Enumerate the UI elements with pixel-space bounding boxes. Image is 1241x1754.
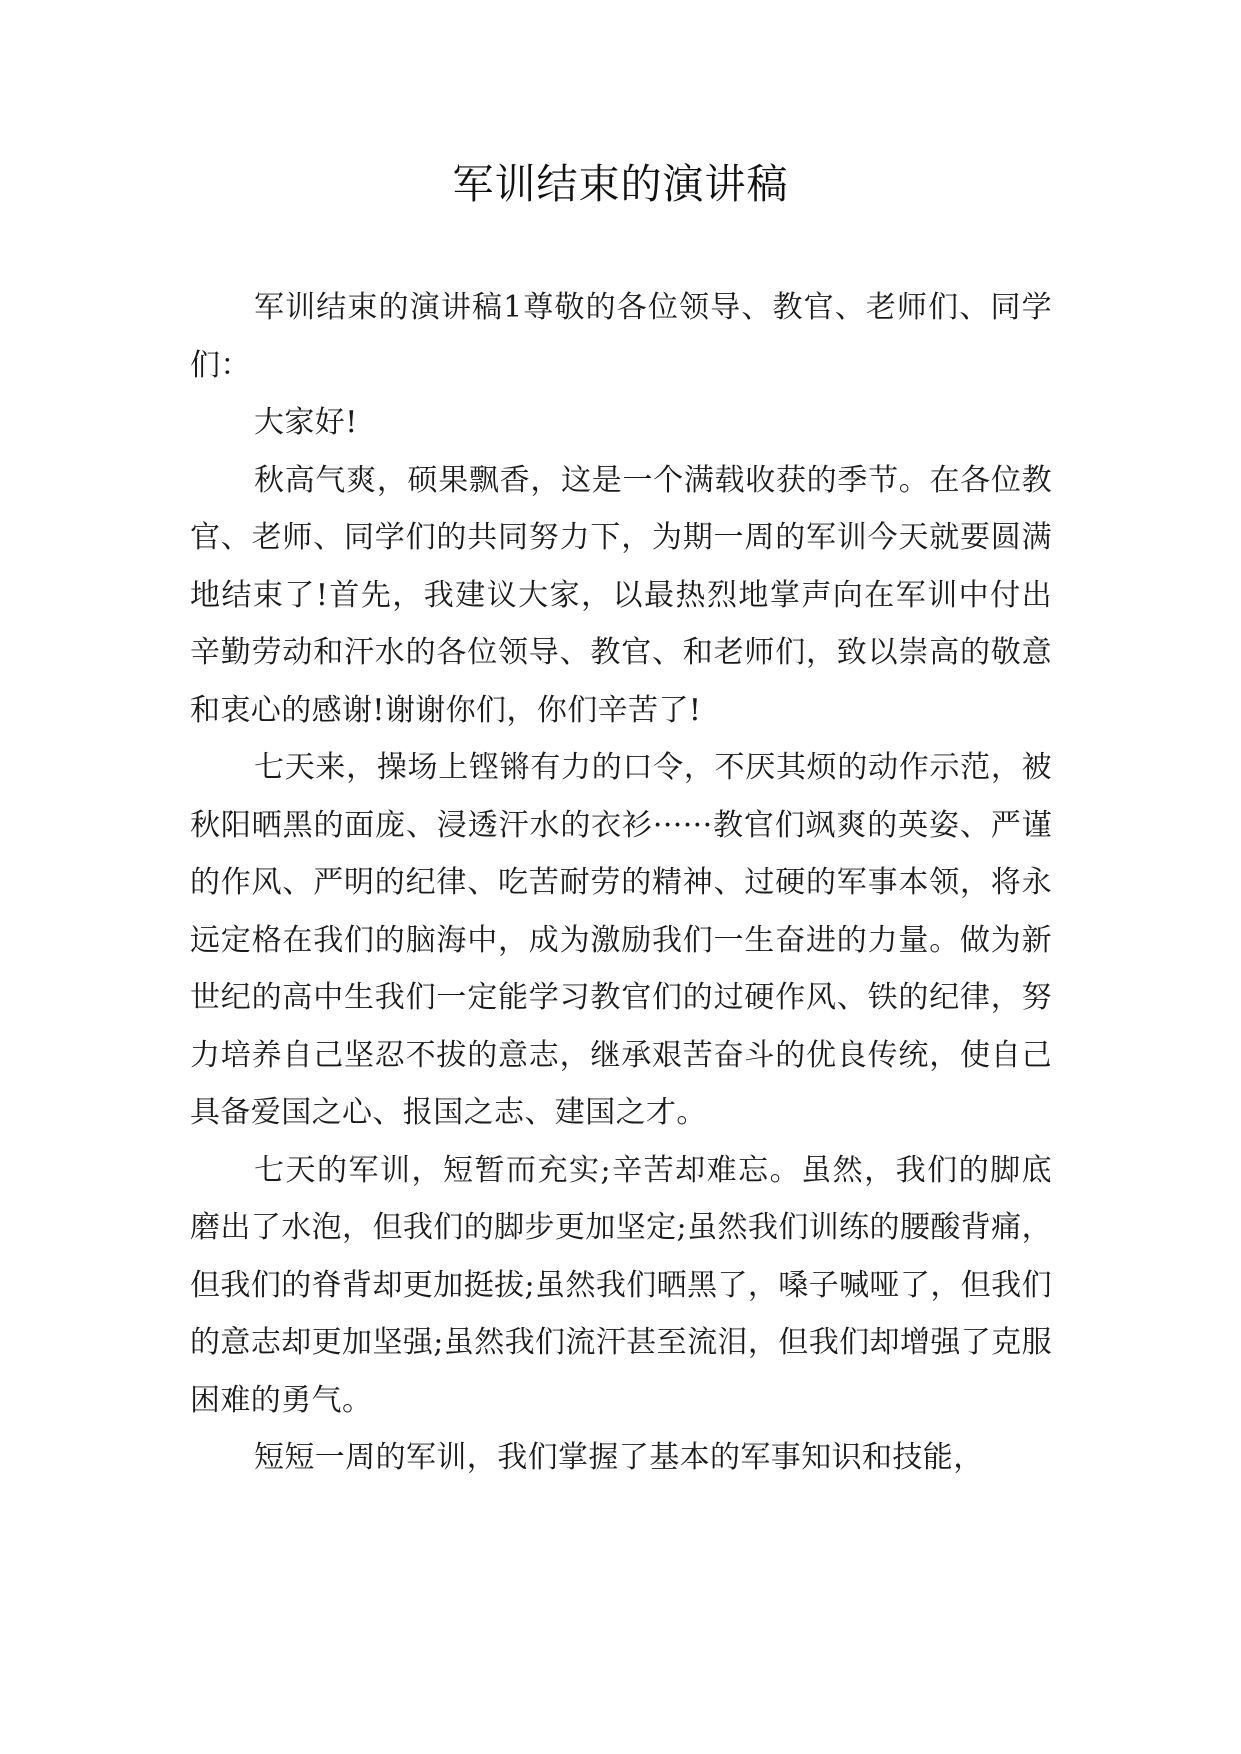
document-body [190, 279, 1052, 1487]
paragraph: 秋高气爽，硕果飘香，这是一个满载收获的季节。在各位教官、老师、同学们的共同努力下，为期一周的军训今天就要圆满地结束了!首先，我建议大家，以最热烈地掌声向在军训中付出辛勤劳动和汗水的各位领导、教官、和老师们，致以崇高的敬意和衷心的感谢!谢谢你们，你们辛苦了! [190, 462, 1052, 728]
paragraph: 短短一周的军训，我们掌握了基本的军事知识和技能， [254, 1440, 984, 1475]
paragraph: 大家好! [254, 405, 358, 440]
paragraph: 七天的军训，短暂而充实;辛苦却难忘。虽然，我们的脚底磨出了水泡，但我们的脚步更加坚定;虽然我们训练的腰酸背痛，但我们的脊背却更加挺拔;虽然我们晒黑了，嗓子喊哑了，但我们的意志却更加坚强;虽然我们流汗甚至流泪，但我们却增强了克服困难的勇气。 [190, 1152, 1052, 1418]
paragraph: 七天来，操场上铿锵有力的口令，不厌其烦的动作示范，被秋阳晒黑的面庞、浸透汗水的衣衫······教官们飒爽的英姿、严谨的作风、严明的纪律、吃苦耐劳的精神、过硬的军事本领，将永远定格在我们的脑海中，成为激励我们一生奋进的力量。做为新世纪的高中生我们一定能学习教官们的过硬作风、铁的纪律，努力培养自己坚忍不拔的意志，继承艰苦奋斗的优良传统，使自己具备爱国之心、报国之志、建国之才。 [190, 750, 1052, 1130]
document-title: 军训结束的演讲稿 [452, 160, 789, 208]
paragraph: 军训结束的演讲稿1尊敬的各位领导、教官、老师们、同学们： [190, 290, 1052, 383]
